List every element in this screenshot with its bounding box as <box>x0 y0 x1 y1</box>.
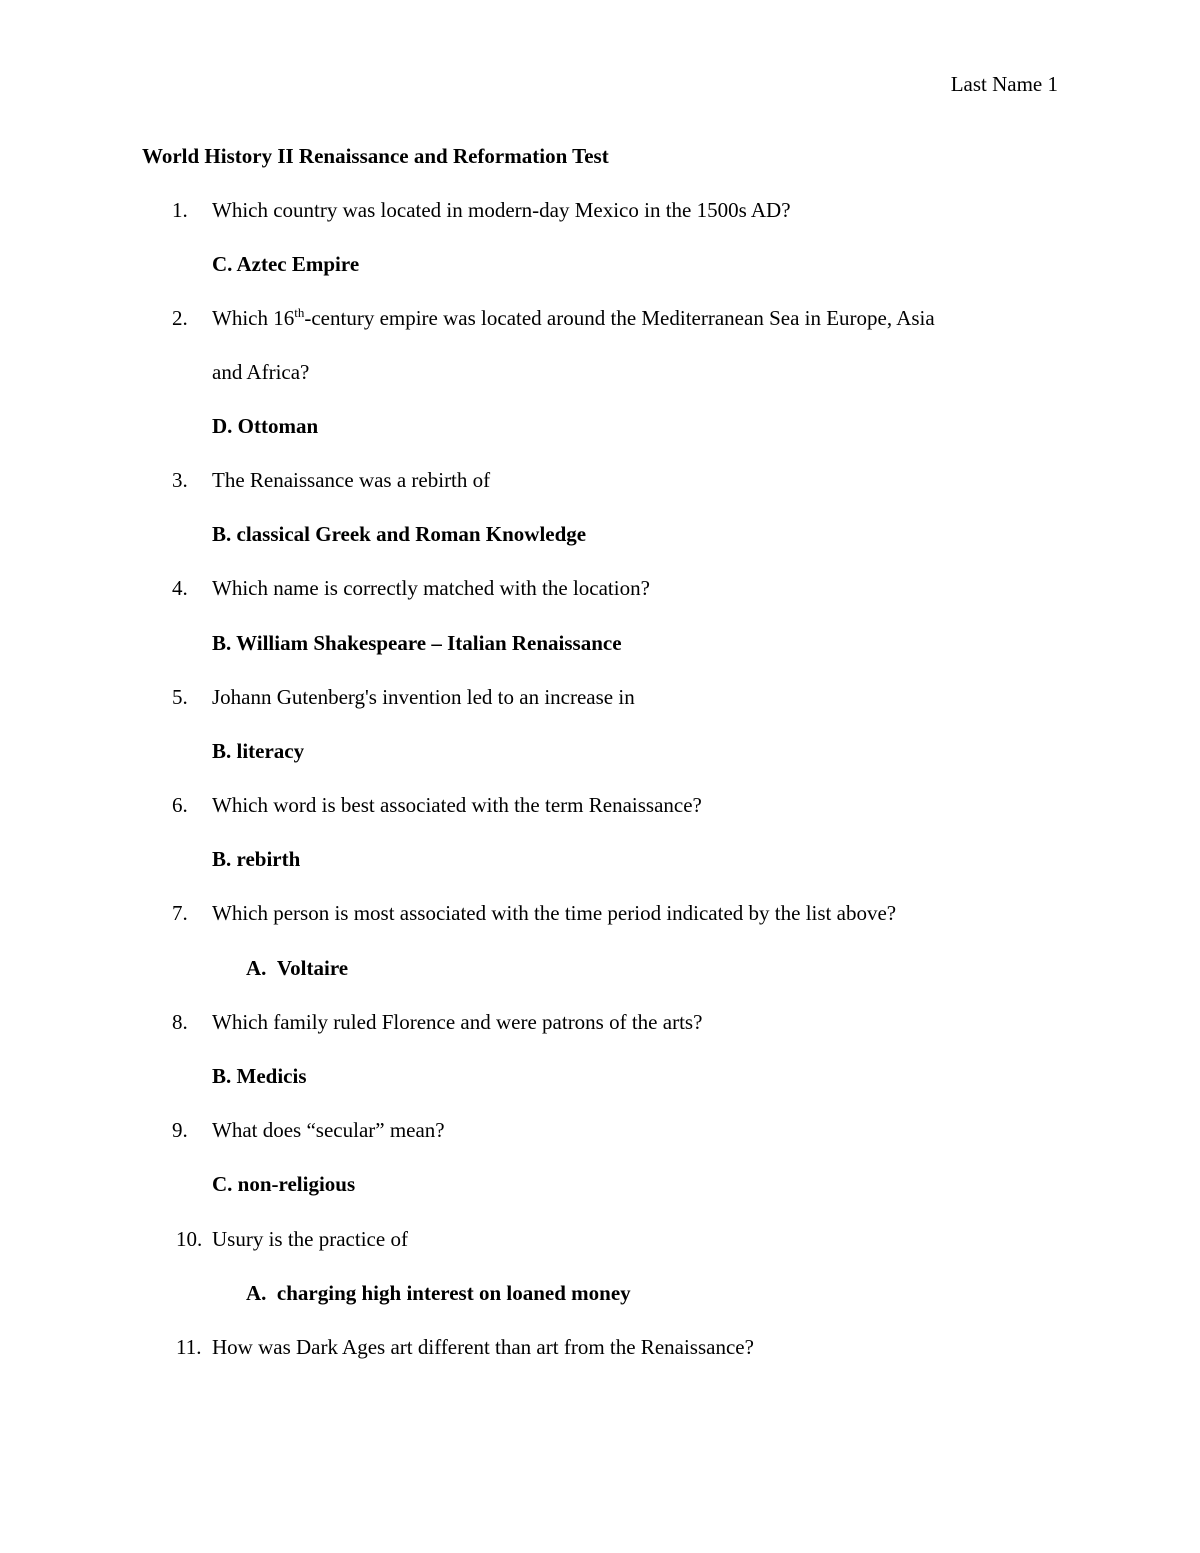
ordinal-superscript: th <box>294 305 305 320</box>
question-number: 1. <box>172 198 188 222</box>
question-text: Which country was located in modern-day Mexico in the 1500s AD? <box>212 198 791 222</box>
question-text-continued: and Africa? <box>212 360 310 384</box>
question-number: 9. <box>172 1118 188 1142</box>
question-text: Which family ruled Florence and were patrons of the arts? <box>212 1010 703 1034</box>
question-text: Which person is most associated with the time period indicated by the list above? <box>212 901 897 925</box>
answer-text: C. non-religious <box>212 1172 356 1196</box>
answer-text: B. rebirth <box>212 847 301 871</box>
question-text: Usury is the practice of <box>212 1227 408 1251</box>
question-text: The Renaissance was a rebirth of <box>212 468 491 492</box>
answer-text: D. Ottoman <box>212 414 319 438</box>
question-text: Which word is best associated with the term Renaissance? <box>212 793 702 817</box>
answer-text: B. literacy <box>212 739 305 763</box>
question-number: 6. <box>172 793 188 817</box>
question-text-part: Which 16 <box>212 306 295 330</box>
question-text: Johann Gutenberg's invention led to an increase in <box>212 685 635 709</box>
answer-letter: A. <box>246 956 267 980</box>
answer-text: C. Aztec Empire <box>212 252 360 276</box>
answer-text: B. William Shakespeare – Italian Renaissance <box>212 631 622 655</box>
question-number: 5. <box>172 685 188 709</box>
answer-letter: A. <box>246 1281 267 1305</box>
question-text <box>212 306 935 331</box>
answer-body: charging high interest on loaned money <box>276 1281 631 1305</box>
question-text: What does “secular” mean? <box>212 1118 445 1142</box>
question-number: 2. <box>172 306 188 330</box>
question-number: 3. <box>172 468 188 492</box>
question-number: 11. <box>176 1335 202 1359</box>
question-number: 4. <box>172 576 188 600</box>
answer-text <box>246 1281 631 1306</box>
question-number: 7. <box>172 901 188 925</box>
question-number: 8. <box>172 1010 188 1034</box>
running-head: Last Name 1 <box>950 72 1058 96</box>
question-text: Which name is correctly matched with the location? <box>212 576 650 600</box>
question-text-part: -century empire was located around the Mediterranean Sea in Europe, Asia <box>304 306 935 330</box>
answer-text: B. Medicis <box>212 1064 307 1088</box>
page-title: World History II Renaissance and Reformation Test <box>142 144 609 168</box>
answer-body: Voltaire <box>276 956 349 980</box>
answer-text: B. classical Greek and Roman Knowledge <box>212 522 587 546</box>
question-number: 10. <box>176 1227 203 1251</box>
answer-text <box>246 956 348 981</box>
question-text: How was Dark Ages art different than art from the Renaissance? <box>212 1335 754 1359</box>
